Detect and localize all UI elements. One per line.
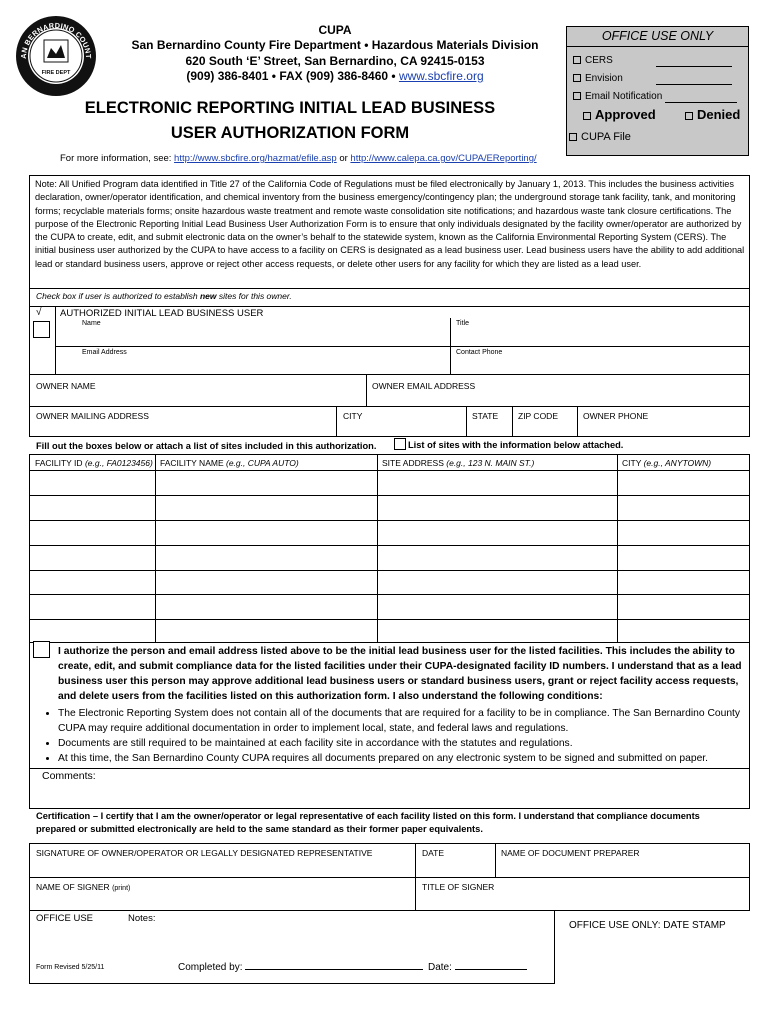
lead-user-title: AUTHORIZED INITIAL LEAD BUSINESS USER bbox=[60, 308, 264, 319]
completed-date-field[interactable] bbox=[428, 960, 527, 973]
signer-name-input[interactable] bbox=[33, 894, 411, 909]
col-facility-id-label: FACILITY ID bbox=[35, 458, 83, 468]
envision-checkbox[interactable] bbox=[573, 74, 581, 82]
approved-label: Approved bbox=[595, 107, 656, 122]
county-fire-seal bbox=[14, 14, 98, 98]
owner-state-input[interactable] bbox=[469, 422, 509, 435]
contact-phone-input[interactable] bbox=[455, 359, 745, 373]
completed-date-line[interactable] bbox=[455, 960, 527, 970]
signer-name-suffix: (print) bbox=[112, 885, 131, 892]
office-use-title: OFFICE USE ONLY bbox=[601, 29, 714, 43]
cupa-file-checkbox[interactable] bbox=[569, 133, 577, 141]
office-use-label: OFFICE USE bbox=[36, 913, 94, 924]
signature-label: SIGNATURE OF OWNER/OPERATOR OR LEGALLY DESIGNATED REPRESENTATIVE bbox=[36, 848, 373, 858]
check-pre: Check box if user is authorized to establish bbox=[36, 291, 200, 301]
preparer-input[interactable] bbox=[499, 860, 746, 875]
more-info-line bbox=[60, 153, 537, 164]
table-row[interactable] bbox=[30, 471, 749, 494]
denied-option[interactable] bbox=[685, 107, 740, 122]
division-name: Hazardous Materials Division bbox=[371, 38, 539, 52]
date-stamp-label: OFFICE USE ONLY: DATE STAMP bbox=[569, 920, 726, 931]
table-row[interactable] bbox=[30, 595, 749, 618]
owner-city-label: CITY bbox=[343, 411, 363, 421]
cers-checkbox[interactable] bbox=[573, 56, 581, 64]
sites-attached-label: List of sites with the information below attached. bbox=[408, 440, 624, 450]
table-row[interactable] bbox=[30, 546, 749, 569]
certification-text: Certification – I certify that I am the owner/operator or legal representative of each facility listed on this form. I understand that compliance documents prepared or submitted electronically are held to the same standard as their former paper equivalents. bbox=[36, 811, 700, 834]
cers-label: CERS bbox=[585, 55, 613, 66]
name-label: Name bbox=[82, 320, 101, 327]
email-notification-checkbox[interactable] bbox=[573, 92, 581, 100]
col-facility-id-example: (e.g., FA0123456) bbox=[84, 458, 153, 468]
contact-phone-label: Contact Phone bbox=[456, 349, 503, 356]
signature-input[interactable] bbox=[33, 860, 411, 875]
condition-item: • Documents are still required to be maintained at each facility site in accordance with the statutes and regulations. bbox=[58, 736, 747, 751]
table-row[interactable] bbox=[30, 620, 749, 642]
agency-name: CUPA bbox=[318, 23, 352, 37]
check-em: new bbox=[199, 291, 217, 301]
col-facility-name-example: (e.g., CUPA AUTO) bbox=[225, 458, 299, 468]
preparer-label: NAME OF DOCUMENT PREPARER bbox=[501, 848, 640, 858]
owner-city-input[interactable] bbox=[340, 422, 462, 435]
contact-line bbox=[95, 69, 575, 83]
condition-item: • At this time, the San Bernardino County CUPA requires all documents prepared on any electronic system to be signed and submitted on paper. bbox=[58, 751, 747, 766]
table-row[interactable] bbox=[30, 496, 749, 519]
signer-title-label: TITLE OF SIGNER bbox=[422, 882, 495, 892]
cupa-file-option[interactable] bbox=[569, 131, 631, 143]
owner-mailing-address-input[interactable] bbox=[33, 422, 333, 435]
cers-option[interactable] bbox=[573, 55, 613, 66]
info-prefix: For more information, see: bbox=[60, 153, 172, 164]
bullet-separator: • bbox=[364, 38, 369, 52]
notes-label: Notes: bbox=[128, 913, 156, 924]
sites-attached-checkbox[interactable] bbox=[394, 438, 406, 450]
title-label: Title bbox=[456, 320, 469, 327]
address-line: 620 South ‘E’ Street, San Bernardino, CA 92415-0153 bbox=[185, 54, 485, 68]
comments-input[interactable] bbox=[105, 770, 745, 806]
completed-by-field[interactable] bbox=[178, 960, 423, 973]
denied-checkbox[interactable] bbox=[685, 112, 693, 120]
col-city-label: CITY bbox=[622, 458, 642, 468]
table-row[interactable] bbox=[30, 571, 749, 593]
owner-phone-input[interactable] bbox=[580, 422, 745, 435]
phone-number: (909) 386-8401 bbox=[186, 69, 269, 83]
email-input[interactable] bbox=[60, 359, 446, 373]
envision-option[interactable] bbox=[573, 73, 623, 84]
name-input[interactable] bbox=[60, 330, 446, 344]
email-notification-option[interactable] bbox=[573, 91, 662, 102]
signer-name-text: NAME OF SIGNER bbox=[36, 882, 110, 892]
department-name: San Bernardino County Fire Department bbox=[131, 38, 361, 52]
table-row[interactable] bbox=[30, 521, 749, 544]
owner-zip-input[interactable] bbox=[515, 422, 573, 435]
col-site-address-example: (e.g., 123 N. MAIN ST.) bbox=[446, 458, 535, 468]
col-site-address-label: SITE ADDRESS bbox=[382, 458, 444, 468]
seal-ring-text: AN BERNARDINO COUNT bbox=[18, 20, 94, 60]
completed-date-label: Date: bbox=[428, 962, 452, 973]
denied-label: Denied bbox=[697, 107, 741, 122]
signer-name-label bbox=[36, 882, 130, 892]
date-input[interactable] bbox=[419, 860, 491, 875]
col-facility-id bbox=[35, 458, 153, 468]
owner-email-label: OWNER EMAIL ADDRESS bbox=[372, 381, 476, 391]
authorization-statement: I authorize the person and email address listed above to be the initial lead business user for the listed facilities. This includes the ability to create, edit, and submit compliance data for the listed facilities under their CUPA-designated facility ID numbers. I understand that as a lead business user this person may approve additional lead business users or standard business users, grant or reject facility access requests, and delete users from the facilities listed on this authorization form. I also understand the following conditions: bbox=[58, 646, 742, 702]
col-site-address bbox=[382, 458, 534, 468]
col-city bbox=[622, 458, 711, 468]
owner-state-label: STATE bbox=[472, 411, 499, 421]
condition-item: • The Electronic Reporting System does not contain all of the documents that are required for a facility to be in compliance. The San Bernardino County CUPA may require additional documentation in order to implement local, state, and federal laws and regulations. bbox=[58, 706, 747, 736]
title-input[interactable] bbox=[455, 330, 745, 344]
form-title-line2: USER AUTHORIZATION FORM bbox=[170, 124, 410, 142]
new-sites-instruction bbox=[36, 291, 292, 301]
owner-name-input[interactable] bbox=[33, 392, 361, 405]
approved-checkbox[interactable] bbox=[583, 112, 591, 120]
note-text: Note: All Unified Program data identified in Title 27 of the California Code of Regulations must be filed electronically by January 1, 2013. This includes the business activities declaration, owner/operator identification, and chemical inventory from the business emergency/contingency plan; the underground storage tank facility, tank, and monitoring forms; recyclable materials forms; onsite hazardous waste treatment and remote waste consolidation site notifications; and hazardous waste tank closure certifications. The purpose of the Electronic Reporting Initial Lead Business User Authorization Form is to ensure that only individuals designated by the facility owner/operator are authorized by the CUPA to create, edit, and submit electronic data on the owner’s behalf to the statewide system, known as the California Environmental Reporting System (CERS). The initial business user authorized by the CUPA to have access to a facility on CERS is designated as a lead business user. Lead business users have the ability to add additional lead or standard business users, approve or reject other access requests, or delete other users for any facility for which they are listed as a lead user. bbox=[35, 179, 745, 269]
info-or: or bbox=[339, 153, 348, 164]
completed-by-label: Completed by: bbox=[178, 962, 243, 973]
email-notification-label: Email Notification bbox=[585, 91, 663, 102]
date-stamp-area bbox=[560, 935, 750, 995]
bullet-separator: • bbox=[391, 69, 396, 83]
completed-by-line[interactable] bbox=[245, 960, 423, 970]
email-label: Email Address bbox=[82, 349, 127, 356]
approved-option[interactable] bbox=[583, 107, 656, 122]
bullet-separator: • bbox=[271, 69, 276, 83]
cupa-file-label: CUPA File bbox=[581, 131, 631, 143]
sites-instruction: Fill out the boxes below or attach a list of sites included in this authorization. bbox=[36, 441, 377, 451]
col-city-example: (e.g., ANYTOWN) bbox=[643, 458, 712, 468]
col-facility-name bbox=[160, 458, 299, 468]
sites-attached-option[interactable] bbox=[394, 438, 623, 450]
signer-title-input[interactable] bbox=[419, 894, 746, 909]
website-link[interactable]: www.sbcfire.org bbox=[398, 69, 484, 83]
col-facility-name-label: FACILITY NAME bbox=[160, 458, 224, 468]
department-line bbox=[95, 38, 575, 52]
check-mark: √ bbox=[36, 307, 42, 318]
owner-email-input[interactable] bbox=[370, 392, 746, 405]
calepa-link[interactable]: http://www.calepa.ca.gov/CUPA/EReporting/ bbox=[350, 153, 537, 164]
owner-phone-label: OWNER PHONE bbox=[583, 411, 649, 421]
form-revised-label: Form Revised 5/25/11 bbox=[36, 964, 105, 971]
fax-number: FAX (909) 386-8460 bbox=[279, 69, 389, 83]
seal-bottom-text: FIRE DEPT bbox=[41, 70, 71, 76]
envision-label: Envision bbox=[585, 73, 623, 84]
owner-zip-label: ZIP CODE bbox=[518, 411, 558, 421]
office-use-box bbox=[566, 26, 749, 156]
conditions-list bbox=[42, 706, 747, 766]
owner-mailing-address-label: OWNER MAILING ADDRESS bbox=[36, 411, 149, 421]
authorization-checkbox[interactable] bbox=[33, 641, 50, 658]
comments-label: Comments: bbox=[42, 770, 96, 782]
date-label: DATE bbox=[422, 848, 445, 858]
notes-input[interactable] bbox=[165, 913, 550, 955]
efile-link[interactable]: http://www.sbcfire.org/hazmat/efile.asp bbox=[174, 153, 337, 164]
new-sites-checkbox[interactable] bbox=[33, 321, 50, 338]
check-post: sites for this owner. bbox=[216, 291, 292, 301]
form-title-line1: ELECTRONIC REPORTING INITIAL LEAD BUSINESS bbox=[84, 99, 496, 117]
owner-name-label: OWNER NAME bbox=[36, 381, 96, 391]
